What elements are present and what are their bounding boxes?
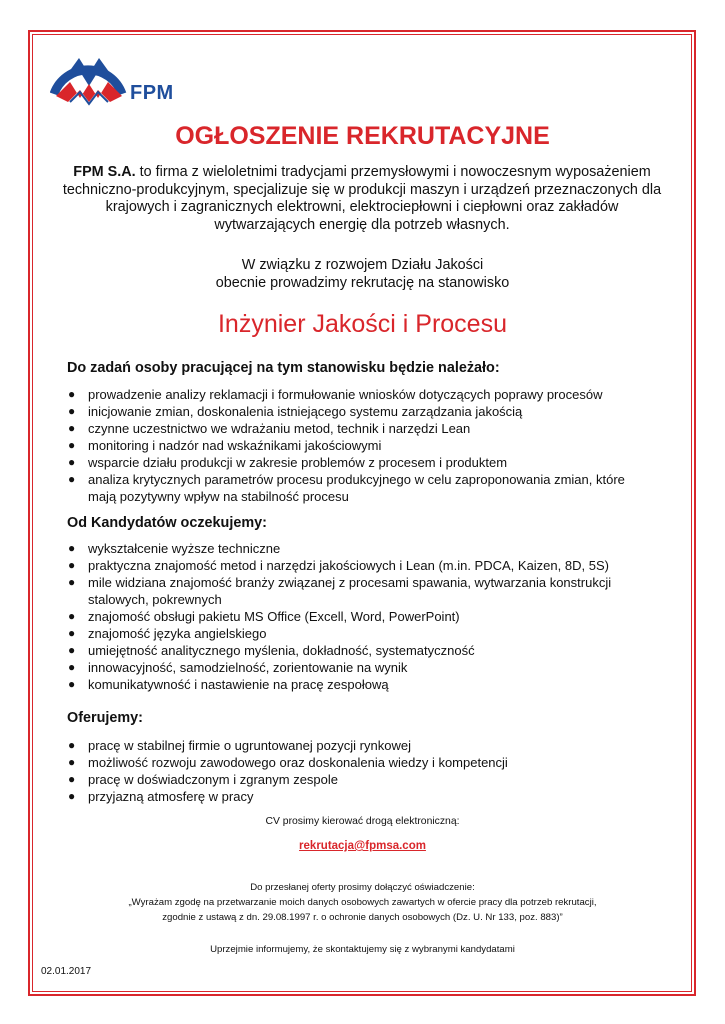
contact-notice: Uprzejmie informujemy, że skontaktujemy się z wybranymi kandydatami xyxy=(210,944,515,955)
list-item xyxy=(67,471,647,505)
list-item-text: prowadzenie analizy reklamacji i formułowanie wniosków dotyczących poprawy procesów xyxy=(88,387,603,402)
list-item xyxy=(67,574,647,608)
list-item xyxy=(67,754,647,771)
list-item xyxy=(67,642,647,659)
logo-wordmark: FPM xyxy=(130,82,174,104)
list-item xyxy=(67,437,647,454)
list-item xyxy=(67,454,647,471)
bullet-icon: ● xyxy=(68,755,76,769)
list-item-text: innowacyjność, samodzielność, zorientowanie na wynik xyxy=(88,660,408,675)
list-item xyxy=(67,557,647,574)
bullet-icon: ● xyxy=(68,541,76,555)
list-item xyxy=(67,659,647,676)
bullet-icon: ● xyxy=(68,677,76,691)
list-item-text: monitoring i nadzór nad wskaźnikami jakościowymi xyxy=(88,438,382,453)
list-item xyxy=(67,540,647,557)
list-item-text: znajomość obsługi pakietu MS Office (Excell, Word, PowerPoint) xyxy=(88,609,460,624)
company-logo xyxy=(50,46,180,116)
list-item-text: wykształcenie wyższe techniczne xyxy=(88,541,281,556)
contact-email-link[interactable]: rekrutacja@fpmsa.com xyxy=(299,840,426,852)
bullet-icon: ● xyxy=(68,772,76,786)
list-item-text: komunikatywność i nastawienie na pracę zespołową xyxy=(88,677,389,692)
recruitment-lead xyxy=(0,256,725,292)
requirements-list xyxy=(67,540,647,693)
duties-heading: Do zadań osoby pracującej na tym stanowisku będzie należało: xyxy=(67,360,500,376)
bullet-icon: ● xyxy=(68,421,76,435)
list-item-text: przyjazną atmosferę w pracy xyxy=(88,789,254,804)
bullet-icon: ● xyxy=(68,660,76,674)
bullet-icon: ● xyxy=(68,575,76,589)
cv-instruction: CV prosimy kierować drogą elektroniczną: xyxy=(265,816,460,827)
list-item-text: możliwość rozwoju zawodowego oraz doskonalenia wiedzy i kompetencji xyxy=(88,755,508,770)
bullet-icon: ● xyxy=(68,455,76,469)
bullet-icon: ● xyxy=(68,438,76,452)
list-item-text: pracę w stabilnej firmie o ugruntowanej pozycji rynkowej xyxy=(88,738,411,753)
page-title: OGŁOSZENIE REKRUTACYJNE xyxy=(175,122,550,150)
bullet-icon: ● xyxy=(68,404,76,418)
company-description: to firma z wieloletnimi tradycjami przemysłowymi i nowoczesnym wyposażeniem techniczno-produkcyjnym, specjalizuje się w produkcji maszyn i urządzeń przeznaczonych dla krajowych i zagranicznych elektrowni, elektrociepłowni i ciepłowni oraz zakładów wytwarzających energię dla potrzeb własnych. xyxy=(62,164,662,233)
list-item-text: umiejętność analitycznego myślenia, dokładność, systematyczność xyxy=(88,643,475,658)
list-item xyxy=(67,386,647,403)
company-intro xyxy=(62,164,662,234)
bullet-icon: ● xyxy=(68,609,76,623)
consent-intro: Do przesłanej oferty prosimy dołączyć oświadczenie: xyxy=(250,882,475,893)
document-date: 02.01.2017 xyxy=(41,966,92,977)
list-item xyxy=(67,737,647,754)
list-item xyxy=(67,625,647,642)
bullet-icon: ● xyxy=(68,558,76,572)
requirements-heading: Od Kandydatów oczekujemy: xyxy=(67,515,267,531)
consent-line-1: „Wyrażam zgodę na przetwarzanie moich danych osobowych zawartych w ofercie pracy dla potrzeb rekrutacji, xyxy=(128,897,597,908)
bullet-icon: ● xyxy=(68,626,76,640)
list-item xyxy=(67,771,647,788)
list-item-text: inicjowanie zmian, doskonalenia istniejącego systemu zarządzania jakością xyxy=(88,404,523,419)
list-item-text: praktyczna znajomość metod i narzędzi jakościowych i Lean (m.in. PDCA, Kaizen, 8D, 5S) xyxy=(88,558,609,573)
list-item-text: pracę w doświadczonym i zgranym zespole xyxy=(88,772,338,787)
offer-heading: Oferujemy: xyxy=(67,710,143,726)
lead-line-2: obecnie prowadzimy rekrutację na stanowisko xyxy=(215,275,510,291)
company-name: FPM S.A. xyxy=(73,164,136,180)
list-item xyxy=(67,420,647,437)
bullet-icon: ● xyxy=(68,789,76,803)
consent-line-2: zgodnie z ustawą z dn. 29.08.1997 r. o ochronie danych osobowych (Dz. U. Nr 133, poz. 883)” xyxy=(162,912,563,923)
offer-list xyxy=(67,737,647,805)
bullet-icon: ● xyxy=(68,387,76,401)
list-item xyxy=(67,676,647,693)
list-item-text: czynne uczestnictwo we wdrażaniu metod, technik i narzędzi Lean xyxy=(88,421,471,436)
bullet-icon: ● xyxy=(68,738,76,752)
list-item-text: analiza krytycznych parametrów procesu produkcyjnego w celu zaproponowania zmian, które mają pozytywny wpływ na stabilność procesu xyxy=(88,472,625,504)
bullet-icon: ● xyxy=(68,643,76,657)
bullet-icon: ● xyxy=(68,472,76,486)
list-item xyxy=(67,608,647,625)
list-item-text: wsparcie działu produkcji w zakresie problemów z procesem i produktem xyxy=(88,455,508,470)
list-item xyxy=(67,788,647,805)
fpm-logo-icon xyxy=(50,46,130,116)
list-item-text: mile widziana znajomość branży związanej z procesami spawania, wytwarzania konstrukcji stalowych, pokrewnych xyxy=(88,575,612,607)
list-item-text: znajomość języka angielskiego xyxy=(88,626,267,641)
duties-list xyxy=(67,386,647,505)
lead-line-1: W związku z rozwojem Działu Jakości xyxy=(241,257,484,273)
position-title: Inżynier Jakości i Procesu xyxy=(217,310,507,338)
list-item xyxy=(67,403,647,420)
